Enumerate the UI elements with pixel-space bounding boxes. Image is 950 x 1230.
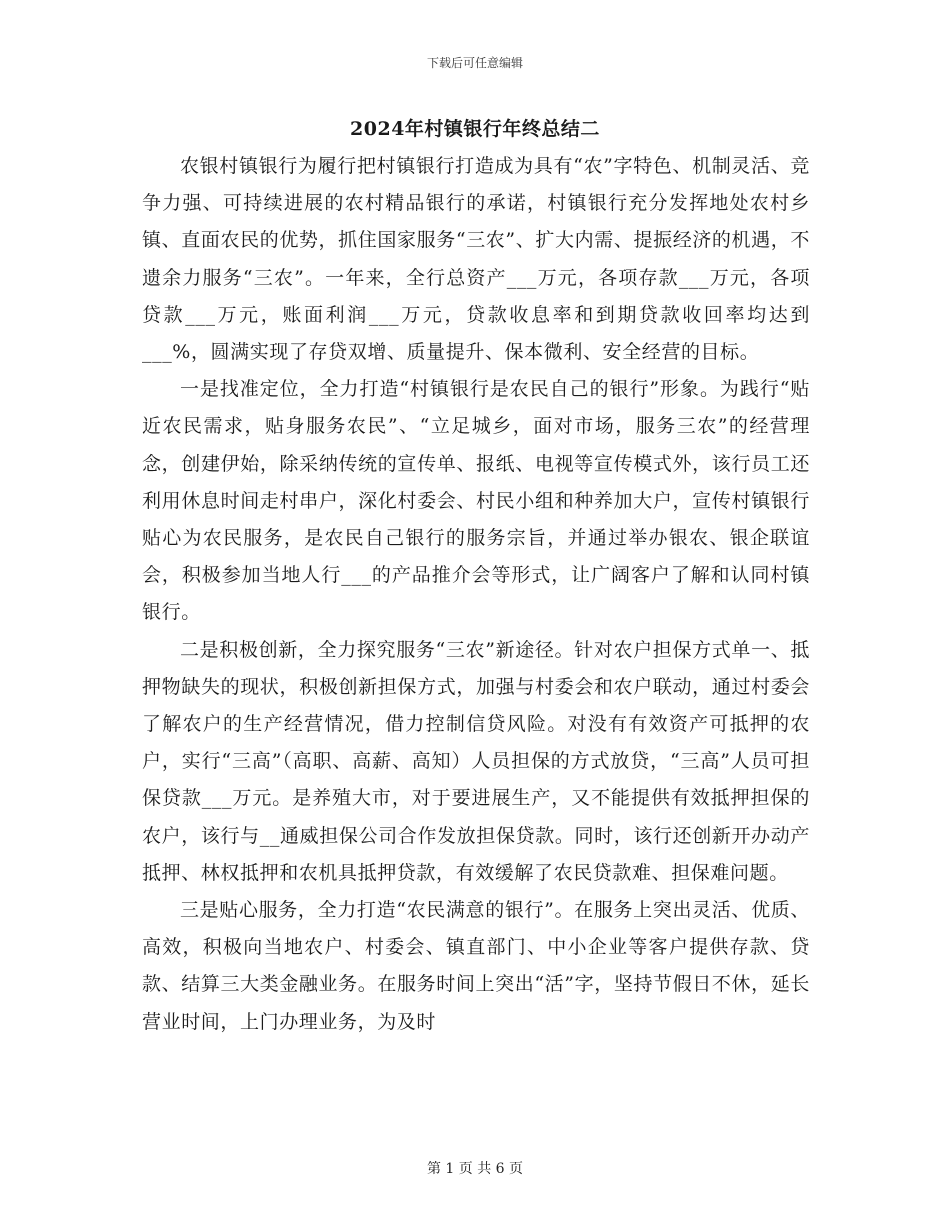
paragraph-positioning: 一是找准定位，全力打造“村镇银行是农民自己的银行”形象。为践行“贴近农民需求，贴身服务农民”、“立足城乡，面对市场，服务三农”的经营理念，创建伊始，除采纳传统的宣传单、报纸、电视等宣传模式外，该行员工还利用休息时间走村串户，深化村委会、村民小组和种养加大户，宣传村镇银行贴心为农民服务，是农民自己银行的服务宗旨，并通过举办银农、银企联谊会，积极参加当地人行___的产品推介会等形式，让广阔客户了解和认同村镇银行。	[142, 378, 810, 624]
page-header-note: 下载后可任意编辑	[426, 56, 523, 70]
paragraph-innovation: 二是积极创新，全力探究服务“三农”新途径。针对农户担保方式单一、抵押物缺失的现状，积极创新担保方式，加强与村委会和农户联动，通过村委会了解农户的生产经营情况，借力控制信贷风险。对没有有效资产可抵押的农户，实行“三高”（高职、高薪、高知）人员担保的方式放贷，“三高”人员可担保贷款___万元。是养殖大市，对于要进展生产，又不能提供有效抵押担保的农户，该行与__通威担保公司合作发放担保贷款。同时，该行还创新开办动产抵押、林权抵押和农机具抵押贷款，有效缓解了农民贷款难、担保难问题。	[142, 638, 810, 884]
document-title: 2024年村镇银行年终总结二	[350, 118, 600, 140]
page-number: 第 1 页 共 6 页	[426, 1161, 524, 1177]
paragraph-intro: 农银村镇银行为履行把村镇银行打造成为具有“农”字特色、机制灵活、竞争力强、可持续进展的农村精品银行的承诺，村镇银行充分发挥地处农村乡镇、直面农民的优势，抓住国家服务“三农”、扩大内需、提振经济的机遇，不遗余力服务“三农”。一年来，全行总资产___万元，各项存款___万元，各项贷款___万元，账面利润___万元，贷款收息率和到期贷款收回率均达到___%，圆满实现了存贷双增、质量提升、保本微利、安全经营的目标。	[142, 155, 810, 364]
document-body	[142, 148, 810, 1041]
paragraph-service: 三是贴心服务，全力打造“农民满意的银行”。在服务上突出灵活、优质、高效，积极向当地农户、村委会、镇直部门、中小企业等客户提供存款、贷款、结算三大类金融业务。在服务时间上突出“活”字，坚持节假日不休，延长营业时间，上门办理业务，为及时	[142, 899, 810, 1033]
